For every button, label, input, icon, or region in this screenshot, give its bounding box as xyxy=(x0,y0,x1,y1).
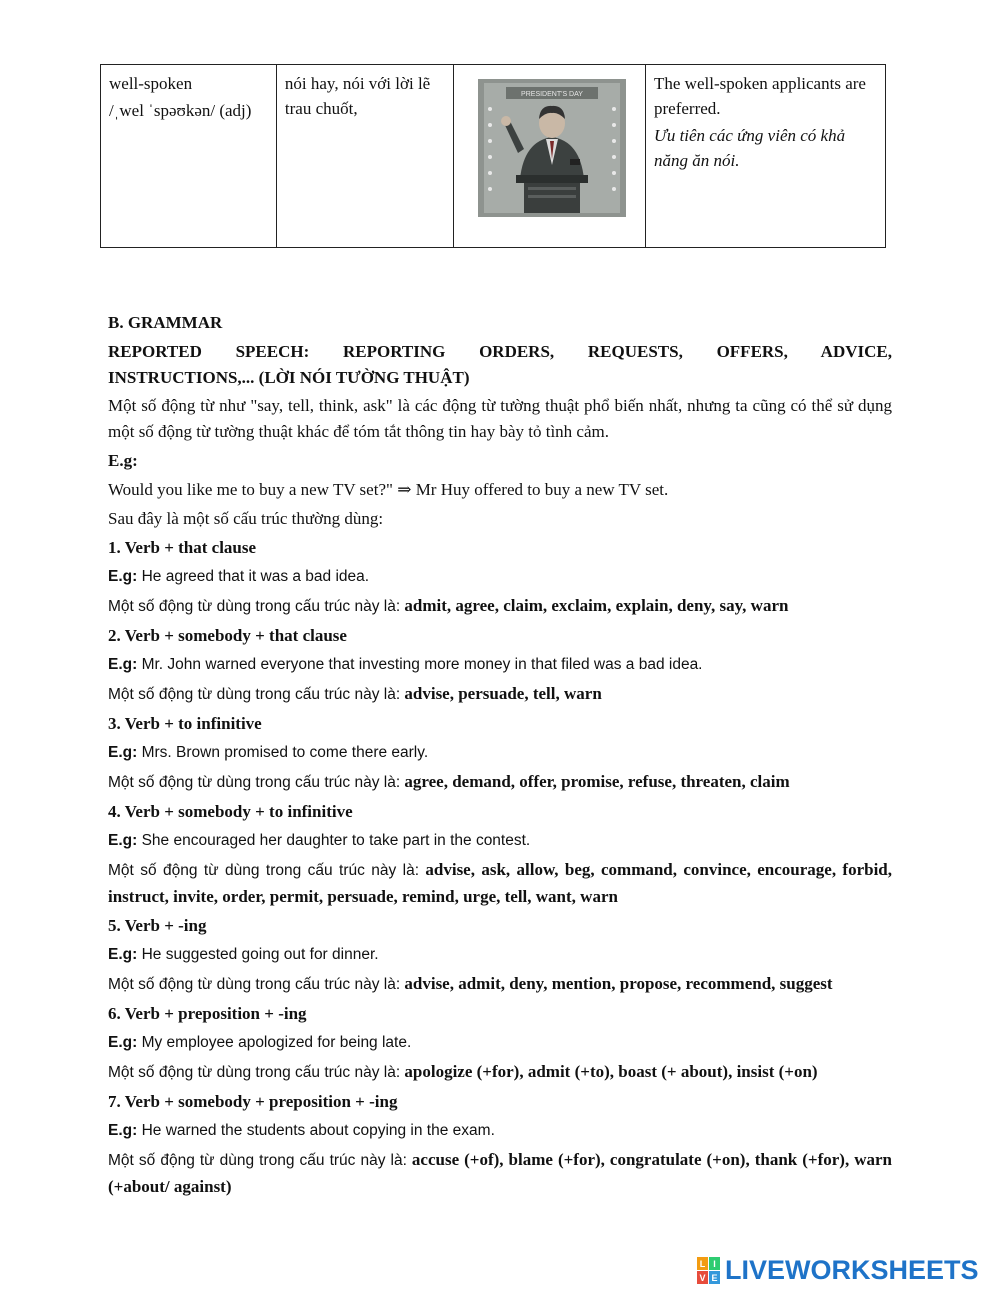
example-quote: Would you like me to buy a new TV set?" xyxy=(108,480,393,499)
structure-verbs xyxy=(108,769,892,796)
eg-label: E.g: xyxy=(108,656,138,673)
structure-block xyxy=(108,623,892,708)
grammar-section xyxy=(108,310,892,1200)
logo-text: LIVEWORKSHEETS xyxy=(725,1255,979,1285)
verbs-lead: Một số động từ dùng trong cấu trúc này là: xyxy=(108,862,420,879)
verbs-lead: Một số động từ dùng trong cấu trúc này là: xyxy=(108,1152,407,1169)
arrow-icon: ⇒ xyxy=(397,480,412,499)
example-text: Mrs. Brown promised to come there early. xyxy=(141,744,429,761)
example-text: He warned the students about copying in the exam. xyxy=(141,1122,495,1139)
structure-verbs xyxy=(108,1147,892,1200)
structure-block xyxy=(108,799,892,910)
structure-title: 4. Verb + somebody + to infinitive xyxy=(108,802,353,821)
verbs-lead: Một số động từ dùng trong cấu trúc này là: xyxy=(108,1064,401,1081)
intro-paragraph: Một số động từ như "say, tell, think, ask" là các động từ tường thuật phổ biến nhất, nhưng ta cũng có thể sử dụng một số động từ tường thuật khác để tóm tắt thông tin hay bày tỏ tình cảm. xyxy=(108,396,892,441)
example-vietnamese: Ưu tiên các ứng viên có khả năng ăn nói. xyxy=(654,126,846,170)
structure-example xyxy=(108,1118,892,1144)
svg-text:L: L xyxy=(699,1258,706,1269)
meaning-cell xyxy=(276,65,453,248)
eg-label: E.g: xyxy=(108,832,138,849)
structure-example xyxy=(108,942,892,968)
eg-label: E.g: xyxy=(108,568,138,585)
example-text: He agreed that it was a bad idea. xyxy=(141,568,370,585)
eg-label: E.g: xyxy=(108,946,138,963)
svg-text:E: E xyxy=(711,1272,718,1283)
structure-title: 3. Verb + to infinitive xyxy=(108,714,262,733)
table-row xyxy=(101,65,886,248)
eg-label: E.g: xyxy=(108,1034,138,1051)
verbs-list: advise, admit, deny, mention, propose, recommend, suggest xyxy=(404,974,833,993)
intro-example xyxy=(108,477,892,503)
verbs-list: agree, demand, offer, promise, refuse, threaten, claim xyxy=(404,772,790,791)
vocab-phonetic: /ˌwel ˈspəʊkən/ (adj) xyxy=(109,101,252,120)
vocab-meaning: nói hay, nói với lời lẽ trau chuốt, xyxy=(284,74,431,118)
structure-block xyxy=(108,913,892,998)
svg-text:I: I xyxy=(713,1258,716,1269)
eg-label: E.g: xyxy=(108,451,138,470)
topic-title-line-2: INSTRUCTIONS,... (LỜI NÓI TƯỜNG THUẬT) xyxy=(108,368,470,387)
verbs-list: apologize (+for), admit (+to), boast (+ about), insist (+on) xyxy=(404,1062,818,1081)
eg-label: E.g: xyxy=(108,744,138,761)
structure-title: 7. Verb + somebody + preposition + -ing xyxy=(108,1092,398,1111)
example-result: Mr Huy offered to buy a new TV set. xyxy=(415,480,669,499)
structure-block xyxy=(108,1001,892,1086)
verbs-lead: Một số động từ dùng trong cấu trúc này là: xyxy=(108,774,401,791)
verbs-list: advise, persuade, tell, warn xyxy=(404,684,602,703)
example-text: She encouraged her daughter to take part in the contest. xyxy=(141,832,531,849)
structure-title: 5. Verb + -ing xyxy=(108,916,207,935)
structure-block xyxy=(108,711,892,796)
verbs-list: admit, agree, claim, exclaim, explain, deny, say, warn xyxy=(404,596,789,615)
structure-verbs xyxy=(108,593,892,620)
liveworksheets-logo-icon xyxy=(697,1257,721,1285)
verbs-lead: Một số động từ dùng trong cấu trúc này là: xyxy=(108,686,401,703)
image-cell xyxy=(453,65,645,248)
structure-example xyxy=(108,740,892,766)
structure-verbs xyxy=(108,971,892,998)
svg-text:V: V xyxy=(699,1272,706,1283)
word-cell xyxy=(101,65,277,248)
eg-label: E.g: xyxy=(108,1122,138,1139)
banner-caption: PRESIDENT'S DAY xyxy=(520,91,583,98)
structure-example xyxy=(108,564,892,590)
example-cell xyxy=(646,65,886,248)
structure-block xyxy=(108,535,892,620)
structure-title: 6. Verb + preposition + -ing xyxy=(108,1004,307,1023)
structure-verbs xyxy=(108,1059,892,1086)
section-title: B. GRAMMAR xyxy=(108,313,223,332)
structure-title: 1. Verb + that clause xyxy=(108,538,257,557)
example-english: The well-spoken applicants are preferred. xyxy=(654,74,866,118)
example-text: Mr. John warned everyone that investing more money in that filed was a bad idea. xyxy=(141,656,703,673)
structures-list xyxy=(108,535,892,1200)
structure-example xyxy=(108,652,892,678)
topic-title-line: REPORTED SPEECH: REPORTING ORDERS, REQUESTS, OFFERS, ADVICE, xyxy=(108,342,892,361)
verbs-list: accuse (+of), blame (+for), congratulate (+on), thank (+for), warn (+about/ against) xyxy=(108,1150,892,1196)
structure-block xyxy=(108,1089,892,1200)
structure-verbs xyxy=(108,681,892,708)
example-text: He suggested going out for dinner. xyxy=(141,946,379,963)
verbs-lead: Một số động từ dùng trong cấu trúc này là: xyxy=(108,598,401,615)
structure-example xyxy=(108,1030,892,1056)
structure-example xyxy=(108,828,892,854)
vocab-word: well-spoken xyxy=(109,74,193,93)
structure-verbs xyxy=(108,857,892,910)
liveworksheets-logo xyxy=(697,1255,979,1286)
structures-intro: Sau đây là một số cấu trúc thường dùng: xyxy=(108,509,384,528)
verbs-lead: Một số động từ dùng trong cấu trúc này là: xyxy=(108,976,401,993)
example-text: My employee apologized for being late. xyxy=(141,1034,412,1051)
vocabulary-table xyxy=(100,64,886,248)
president-speech-illustration xyxy=(478,79,626,217)
structure-title: 2. Verb + somebody + that clause xyxy=(108,626,347,645)
verbs-list: advise, ask, allow, beg, command, convince, encourage, forbid, instruct, invite, order, permit, persuade, remind, urge, tell, want, warn xyxy=(108,860,893,906)
